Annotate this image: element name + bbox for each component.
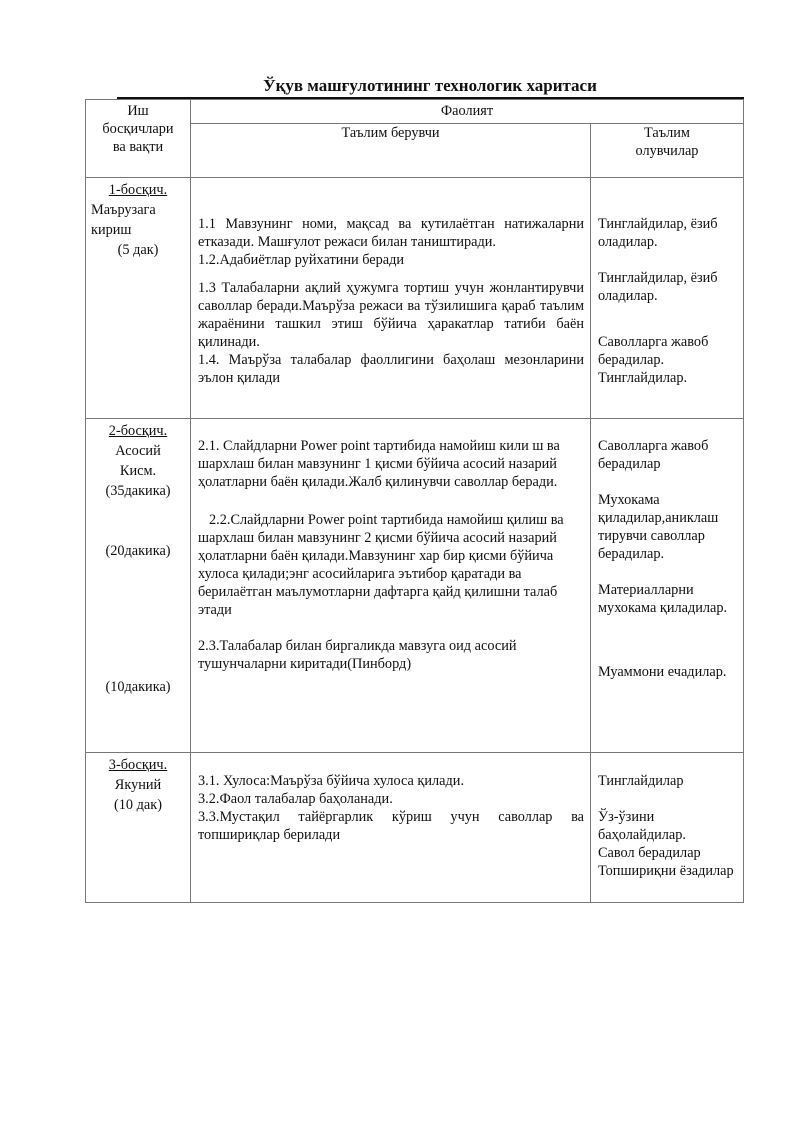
- stage3-students-1: Тинглайдилар: [598, 773, 684, 789]
- stage3-teacher-1: 3.1. Хулоса:Маърўза бўйича хулоса қилади.: [198, 773, 465, 789]
- stage1-cell: [86, 178, 191, 419]
- stage2-time-1: (35дакика): [105, 483, 171, 499]
- header-stages-line-1: Иш: [127, 103, 149, 119]
- stage1-teacher-3: 1.3 Талабаларни ақлий ҳужумга тортиш учун жонлантирувчи саволлар беради.Маърўза режаси ва тўзилишига қараб таълим жараёнини ташкил этиш бўйича ҳаракатлар татиби баён қилинади.: [198, 280, 584, 350]
- page-title: Ўқув машғулотининг технологик харитаси: [263, 76, 597, 95]
- stage1-teacher-4: 1.4. Маърўза талабалар фаоллигини баҳолаш мезонларини эълон қилади: [198, 352, 584, 386]
- technology-map-table: [85, 99, 744, 903]
- stage1-teacher: [191, 178, 591, 419]
- header-teacher-label: Таълим берувчи: [341, 124, 440, 141]
- header-stages-line-3: ва вақти: [112, 139, 164, 155]
- stage1-teacher-1: 1.1 Мавзунинг номи, мақсад ва кутилаётган натижаларни етказади. Машғулот режаси билан таништиради.: [198, 216, 584, 250]
- stage3-teacher-3: 3.3.Мустақил тайёргарлик кўриш учун саволлар ва топшириқлар берилади: [198, 809, 584, 843]
- stage2-name-1: Асосий: [115, 443, 161, 459]
- header-students-line-1: Таълим: [644, 124, 690, 141]
- stage3-students-4: Топшириқни ёзадилар: [598, 863, 734, 879]
- stage1-time: (5 дак): [117, 242, 159, 258]
- stage2-time-2: (20дакика): [105, 543, 171, 559]
- stage3-label: 3-босқич.: [108, 757, 168, 773]
- stage2-students-2: Мухокама қиладилар,аниклаш тирувчи саволлар берадилар.: [598, 492, 719, 562]
- stage2-name-2: Кисм.: [119, 463, 157, 479]
- stage1-name-1: Маърузага: [91, 202, 156, 218]
- stage1-teacher-2: 1.2.Адабиётлар руйхатини беради: [198, 252, 405, 268]
- stage3-students-2: Ўз-ўзини баҳолайдилар.: [598, 809, 686, 843]
- stage3-students: [591, 753, 744, 903]
- stage2-cell: [86, 419, 191, 753]
- header-stages-line-2: босқичлари: [102, 121, 174, 137]
- header-teacher: [191, 123, 591, 177]
- stage1-students-3: Саволларга жавоб берадилар. Тинглайдилар.: [598, 334, 709, 386]
- stage2-students-4: Муаммони ечадилар.: [598, 664, 727, 680]
- stage1-students-1: Тинглайдилар, ёзиб оладилар.: [598, 216, 718, 250]
- stage2-teacher: [191, 419, 591, 753]
- stage3-name-1: Якуний: [114, 777, 162, 793]
- header-students: [591, 123, 744, 177]
- stage2-time-3: (10дакика): [105, 679, 171, 695]
- stage3-teacher: [191, 753, 591, 903]
- header-stages-cell: [86, 100, 191, 178]
- stage1-name-2: кириш: [91, 222, 132, 238]
- header-activity: Фаолият: [191, 100, 744, 124]
- stage2-label: 2-босқич.: [108, 423, 168, 439]
- stage2-students-1: Саволларга жавоб берадилар: [598, 438, 709, 472]
- stage3-students-3: Савол берадилар: [598, 845, 701, 861]
- header-students-line-2: олувчилар: [635, 142, 699, 159]
- stage2-teacher-1: 2.1. Слайдларни Power point тартибида намойиш кили ш ва шархлаш билан мавзунинг 1 қисми бўйича асосий назарий ҳолатларни баён қилади.Жалб қилинувчи саволлар беради.: [198, 438, 560, 490]
- stage3-time: (10 дак): [114, 797, 162, 813]
- stage2-students: [591, 419, 744, 753]
- stage1-students-2: Тинглайдилар, ёзиб оладилар.: [598, 270, 718, 304]
- stage2-teacher-2: 2.2.Слайдларни Power point тартибида намойиш қилиш ва шархлаш билан мавзунинг 2 қисми бўйича асосий назарий ҳолатларни баён қилади.Мавзунинг хар бир қисми бўйича хулоса қилади;энг асосийларига эътибор қаратади ва берилаётган маълумотларни дафтарга қайд қилишни талаб этади: [198, 512, 564, 618]
- stage2-students-3: Материалларни мухокама қиладилар.: [598, 582, 728, 616]
- stage3-cell: [86, 753, 191, 903]
- stage3-teacher-2: 3.2.Фаол талабалар баҳоланади.: [198, 791, 393, 807]
- stage1-label: 1-босқич.: [108, 182, 168, 198]
- stage1-students: [591, 178, 744, 419]
- stage2-teacher-3: 2.3.Талабалар билан биргаликда мавзуга оид асосий тушунчаларни киритади(Пинборд): [198, 638, 517, 672]
